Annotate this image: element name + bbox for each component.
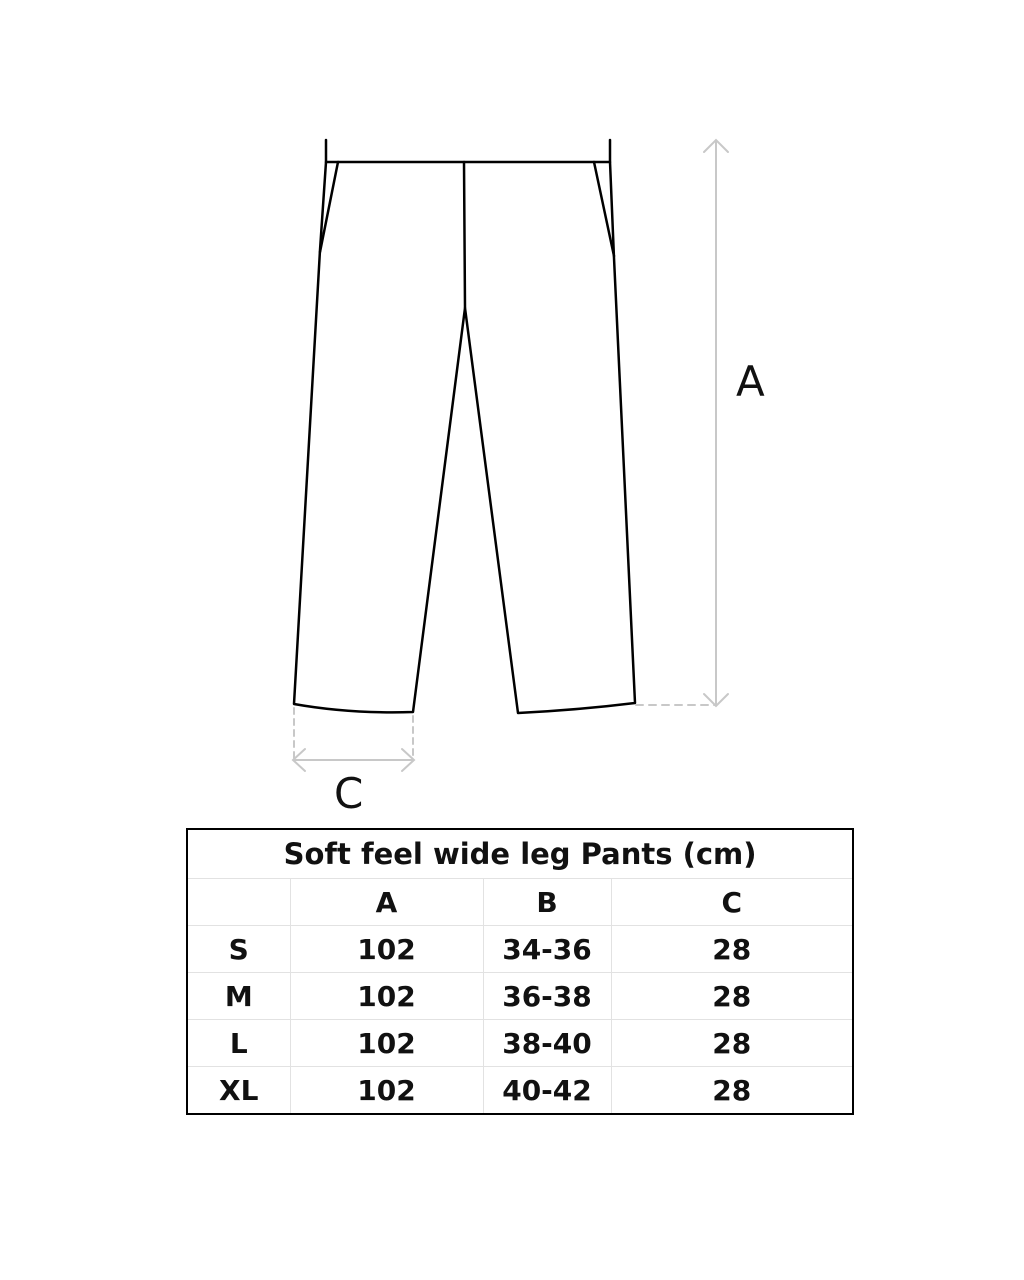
dimension-a-label: A <box>736 357 765 406</box>
table-row <box>187 973 853 1020</box>
table-row <box>187 926 853 973</box>
a-cell: 102 <box>290 926 483 973</box>
dimension-a <box>636 140 728 706</box>
c-cell: 28 <box>611 1020 853 1067</box>
waistband <box>326 140 610 162</box>
a-cell: 102 <box>290 1020 483 1067</box>
table-title-row <box>187 829 853 879</box>
table-row <box>187 1067 853 1115</box>
dimension-c <box>293 708 414 771</box>
table-header-row <box>187 879 853 926</box>
table-title: Soft feel wide leg Pants (cm) <box>187 829 853 879</box>
a-cell: 102 <box>290 1067 483 1115</box>
size-cell: S <box>187 926 290 973</box>
b-cell: 34-36 <box>483 926 611 973</box>
pants-outline <box>294 140 635 713</box>
center-seam <box>464 162 465 308</box>
b-cell: 38-40 <box>483 1020 611 1067</box>
header-cell-b: B <box>483 879 611 926</box>
dimension-c-label: C <box>334 769 364 818</box>
c-cell: 28 <box>611 926 853 973</box>
c-cell: 28 <box>611 1067 853 1115</box>
a-cell: 102 <box>290 973 483 1020</box>
size-chart-table <box>186 828 854 1115</box>
header-cell-c: C <box>611 879 853 926</box>
c-cell: 28 <box>611 973 853 1020</box>
size-cell: L <box>187 1020 290 1067</box>
header-cell-size <box>187 879 290 926</box>
size-cell: M <box>187 973 290 1020</box>
header-cell-a: A <box>290 879 483 926</box>
table-row <box>187 1020 853 1067</box>
b-cell: 36-38 <box>483 973 611 1020</box>
b-cell: 40-42 <box>483 1067 611 1115</box>
size-cell: XL <box>187 1067 290 1115</box>
